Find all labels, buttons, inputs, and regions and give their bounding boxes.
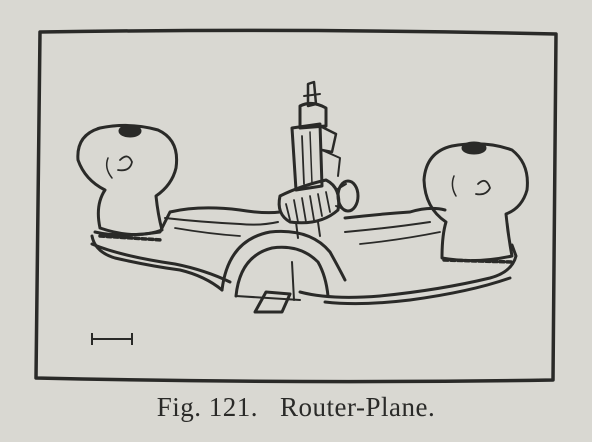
figure-caption bbox=[0, 392, 592, 423]
router-plane-drawing bbox=[78, 82, 528, 312]
caption-label: Fig. 121. bbox=[156, 392, 259, 422]
scale-bar-icon bbox=[92, 333, 132, 345]
caption-title: Router-Plane. bbox=[280, 392, 436, 422]
